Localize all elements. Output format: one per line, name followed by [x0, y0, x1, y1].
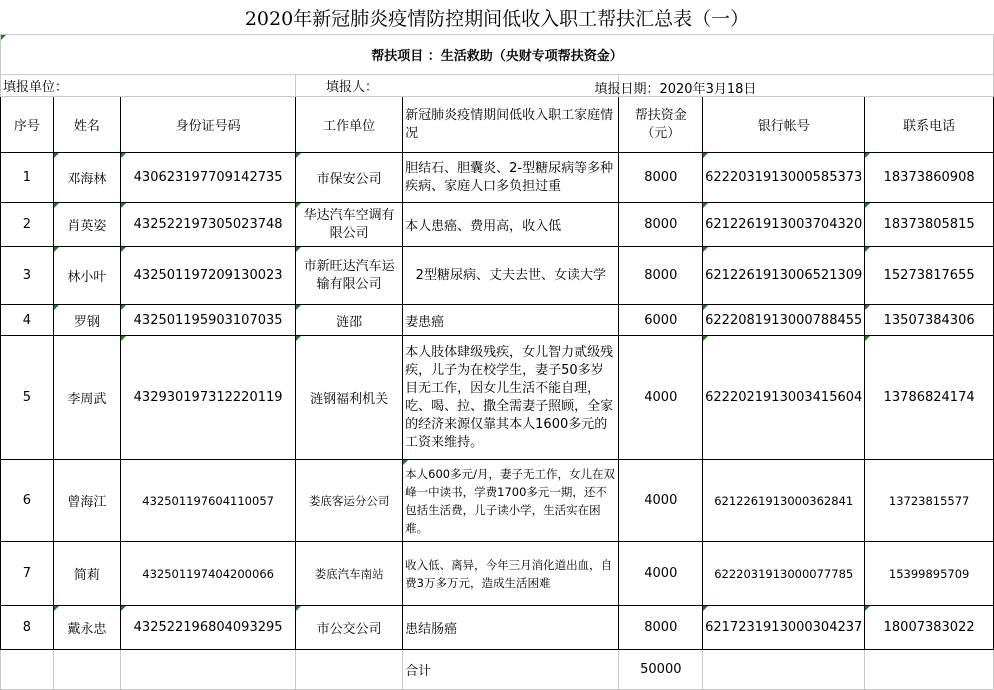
- row-id[interactable]: 432930197312220119: [121, 336, 296, 460]
- row-name[interactable]: 林小叶: [53, 247, 121, 305]
- row-id[interactable]: 432522197305023748: [121, 203, 296, 247]
- header-bank[interactable]: 银行帐号: [703, 97, 865, 153]
- row-fund[interactable]: 4000: [619, 460, 703, 542]
- row-situation[interactable]: 患结肠癌: [403, 606, 619, 650]
- row-phone[interactable]: 15399895709: [865, 542, 994, 606]
- total-empty-cell[interactable]: [865, 650, 994, 690]
- row-situation[interactable]: 本人肢体肆级残疾，女儿智力贰级残疾，儿子为在校学生，妻子50多岁目无工作，因女儿生活不能自理，吃、喝、拉、撒全需妻子照顾，全家的经济来源仅靠其本人1600多元的工资来维持。: [403, 336, 619, 460]
- total-empty-cell[interactable]: [53, 650, 121, 690]
- row-no[interactable]: 7: [1, 542, 54, 606]
- row-id[interactable]: 432522196804093295: [121, 606, 296, 650]
- fill-unit-label[interactable]: 填报单位：: [1, 75, 296, 97]
- row-id[interactable]: 432501197404200066: [121, 542, 296, 606]
- row-bank[interactable]: 6222081913000788455: [703, 305, 865, 336]
- row-phone[interactable]: 13723815577: [865, 460, 994, 542]
- row-no[interactable]: 6: [1, 460, 54, 542]
- row-bank[interactable]: 6212261913006521309: [703, 247, 865, 305]
- header-fund[interactable]: 帮扶资金（元）: [619, 97, 703, 153]
- row-name[interactable]: 曾海江: [53, 460, 121, 542]
- row-name[interactable]: 戴永忠: [53, 606, 121, 650]
- row-situation[interactable]: 收入低、离异，今年三月消化道出血，自费3万多万元，造成生活困难: [403, 542, 619, 606]
- page-title[interactable]: 2020年新冠肺炎疫情防控期间低收入职工帮扶汇总表（一）: [1, 1, 994, 35]
- row-unit[interactable]: 娄底客运分公司: [296, 460, 403, 542]
- row-unit[interactable]: 市公交公司: [296, 606, 403, 650]
- row-fund[interactable]: 4000: [619, 542, 703, 606]
- row-no[interactable]: 3: [1, 247, 54, 305]
- row-phone[interactable]: 18007383022: [865, 606, 994, 650]
- fill-date-label[interactable]: 填报日期：2020年3月18日: [619, 75, 994, 97]
- row-situation[interactable]: 本人600多元/月，妻子无工作，女儿在双峰一中读书，学费1700多元一期，还不包括生活费，儿子读小学，生活实在困难。: [403, 460, 619, 542]
- row-unit[interactable]: 涟钢福利机关: [296, 336, 403, 460]
- header-no[interactable]: 序号: [1, 97, 54, 153]
- fill-person-label[interactable]: 填报人：: [296, 75, 619, 97]
- header-situation[interactable]: 新冠肺炎疫情期间低收入职工家庭情况: [403, 97, 619, 153]
- total-empty-cell[interactable]: [296, 650, 403, 690]
- row-situation[interactable]: 妻患癌: [403, 305, 619, 336]
- row-fund[interactable]: 8000: [619, 606, 703, 650]
- row-unit[interactable]: 娄底汽车南站: [296, 542, 403, 606]
- row-bank[interactable]: 6222021913003415604: [703, 336, 865, 460]
- row-phone[interactable]: 13507384306: [865, 305, 994, 336]
- row-phone[interactable]: 13786824174: [865, 336, 994, 460]
- header-id[interactable]: 身份证号码: [121, 97, 296, 153]
- row-no[interactable]: 5: [1, 336, 54, 460]
- row-id[interactable]: 432501195903107035: [121, 305, 296, 336]
- row-name[interactable]: 肖英姿: [53, 203, 121, 247]
- header-phone[interactable]: 联系电话: [865, 97, 994, 153]
- row-name[interactable]: 罗钢: [53, 305, 121, 336]
- row-fund[interactable]: 8000: [619, 247, 703, 305]
- header-name[interactable]: 姓名: [53, 97, 121, 153]
- row-no[interactable]: 4: [1, 305, 54, 336]
- table-row: [1, 153, 994, 203]
- row-no[interactable]: 1: [1, 153, 54, 203]
- row-unit[interactable]: 涟邵: [296, 305, 403, 336]
- row-unit[interactable]: 市保安公司: [296, 153, 403, 203]
- row-phone[interactable]: 15273817655: [865, 247, 994, 305]
- row-phone[interactable]: 18373805815: [865, 203, 994, 247]
- row-bank[interactable]: 6222031913000077785: [703, 542, 865, 606]
- table-row: [1, 542, 994, 606]
- total-fund[interactable]: 50000: [619, 650, 703, 690]
- table-row: [1, 203, 994, 247]
- table-row: [1, 247, 994, 305]
- row-bank[interactable]: 6212261913000362841: [703, 460, 865, 542]
- row-situation[interactable]: 本人患癌、费用高，收入低: [403, 203, 619, 247]
- row-fund[interactable]: 4000: [619, 336, 703, 460]
- row-no[interactable]: 8: [1, 606, 54, 650]
- row-id[interactable]: 430623197709142735: [121, 153, 296, 203]
- row-fund[interactable]: 6000: [619, 305, 703, 336]
- row-phone[interactable]: 18373860908: [865, 153, 994, 203]
- row-situation[interactable]: 2型糖尿病、丈夫去世、女读大学: [403, 247, 619, 305]
- row-name[interactable]: 邓海林: [53, 153, 121, 203]
- row-id[interactable]: 432501197209130023: [121, 247, 296, 305]
- total-label[interactable]: 合计: [403, 650, 619, 690]
- header-unit[interactable]: 工作单位: [296, 97, 403, 153]
- row-unit[interactable]: 华达汽车空调有限公司: [296, 203, 403, 247]
- table-row: [1, 305, 994, 336]
- row-unit[interactable]: 市新旺达汽车运输有限公司: [296, 247, 403, 305]
- total-row: [1, 650, 994, 690]
- table-row: [1, 460, 994, 542]
- total-empty-cell[interactable]: [121, 650, 296, 690]
- table-row: [1, 336, 994, 460]
- table-row: [1, 606, 994, 650]
- total-empty-cell[interactable]: [703, 650, 865, 690]
- project-line[interactable]: 帮扶项目 ：生活救助（央财专项帮扶资金）: [1, 35, 994, 75]
- row-bank[interactable]: 6222031913000585373: [703, 153, 865, 203]
- row-no[interactable]: 2: [1, 203, 54, 247]
- row-situation[interactable]: 胆结石、胆囊炎、2-型糖尿病等多种疾病、家庭人口多负担过重: [403, 153, 619, 203]
- row-id[interactable]: 432501197604110057: [121, 460, 296, 542]
- row-fund[interactable]: 8000: [619, 153, 703, 203]
- row-name[interactable]: 简莉: [53, 542, 121, 606]
- row-bank[interactable]: 6212261913003704320: [703, 203, 865, 247]
- row-bank[interactable]: 6217231913000304237: [703, 606, 865, 650]
- total-empty-cell[interactable]: [1, 650, 54, 690]
- row-fund[interactable]: 8000: [619, 203, 703, 247]
- row-name[interactable]: 李周武: [53, 336, 121, 460]
